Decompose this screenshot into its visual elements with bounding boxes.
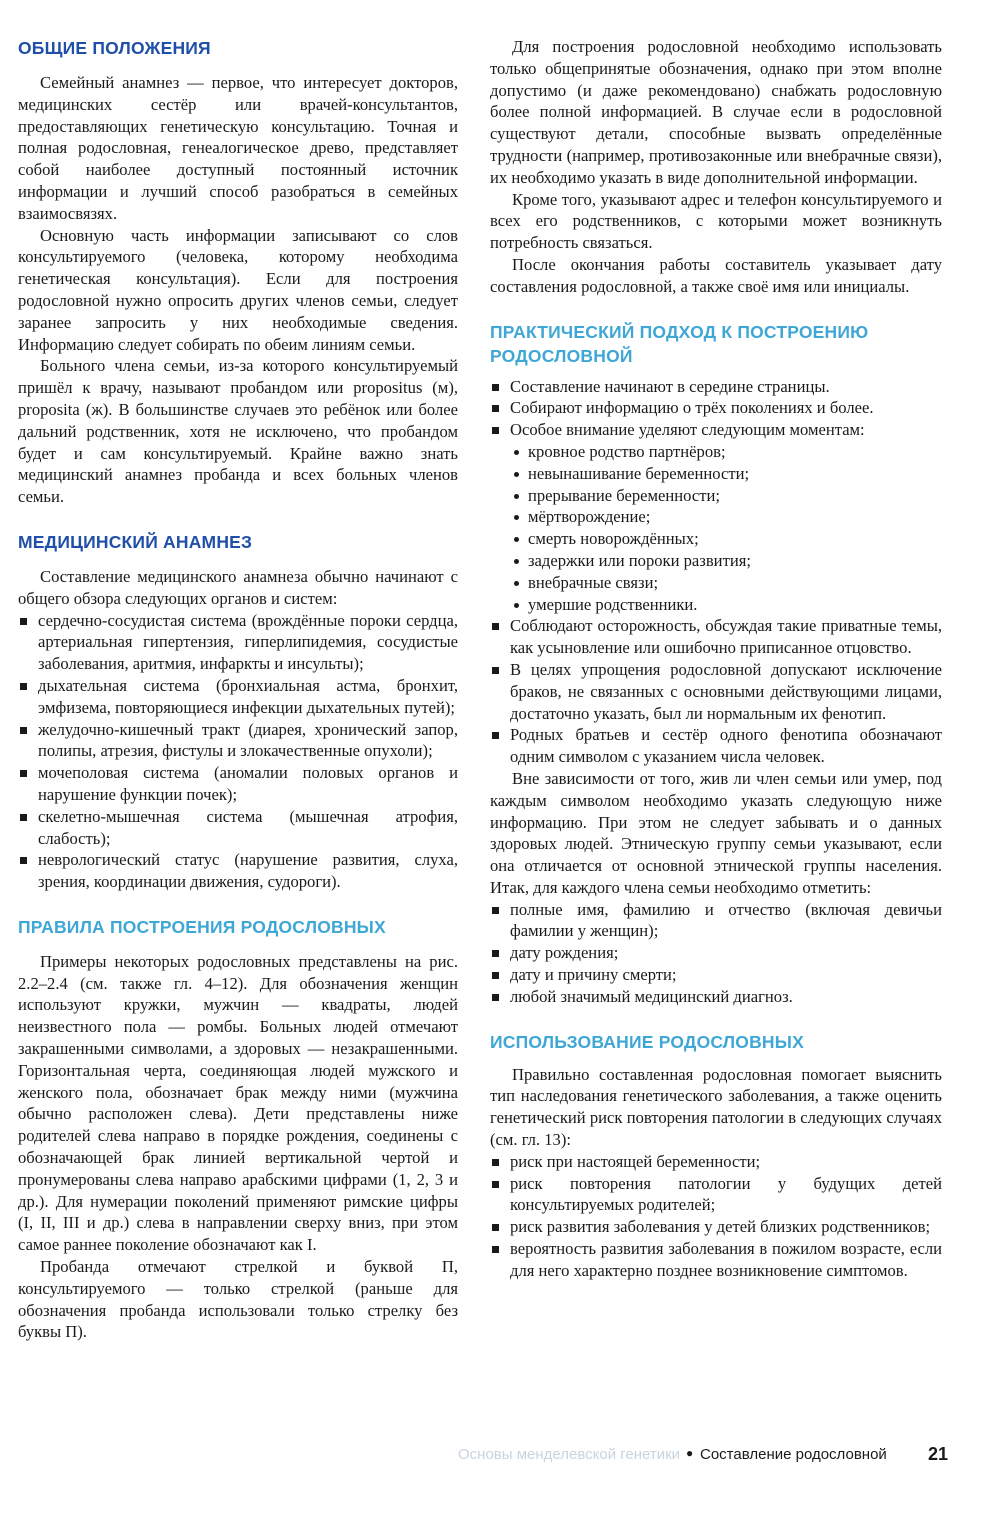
paragraph: Правильно составленная родословная помогает выяснить тип наследования генетического заболевания, а также оценить генетический риск повторения патологии в следующих случаях (см. гл. 13):: [490, 1064, 942, 1150]
sublist-item: кровное родство партнёров;: [510, 441, 942, 463]
list-item: скелетно-мышечная система (мышечная атрофия, слабость);: [18, 806, 458, 850]
sublist-item: внебрачные связи;: [510, 572, 942, 594]
practical-list: [490, 376, 942, 768]
paragraph: Составление медицинского анамнеза обычно начинают с общего обзора следующих органов и систем:: [18, 566, 458, 608]
heading-practical-approach: ПРАКТИЧЕСКИЙ ПОДХОД К ПОСТРОЕНИЮ РОДОСЛОВНОЙ: [490, 321, 869, 366]
section-medical-history: [18, 530, 458, 893]
list-item: риск при настоящей беременности;: [490, 1151, 942, 1173]
list-item: дыхательная система (бронхиальная астма, бронхит, эмфизема, повторяющиеся инфекции дыхательных путей);: [18, 675, 458, 719]
list-item-text: Особое внимание уделяют следующим моментам:: [510, 420, 865, 440]
list-item: неврологический статус (нарушение развития, слуха, зрения, координации движения, судороги).: [18, 849, 458, 893]
footer-bullet-icon: ●: [686, 1446, 694, 1460]
section-pedigree-rules: [18, 915, 458, 1343]
paragraph: Примеры некоторых родословных представлены на рис. 2.2–2.4 (см. также гл. 4–12). Для обозначения женщин используют кружки, мужчин — квадраты, людей неизвестного пола — ромбы. Больных людей отмечают закрашенными символами, а здоровых — незакрашенными. Горизонтальная черта, соединяющая людей мужского и женского пола, обозначает брак между ними (мужчина обычно расположен слева). Дети представлены ниже родителей слева направо в порядке рождения, соединены с обозначающей брак линией вертикальной чертой и пронумерованы слева направо арабскими цифрами (1, 2, 3 и др.). Для нумерации поколений применяют римские цифры (I, II, III и др.) слева в направлении сверху вниз, при этом самое раннее поколение обозначают как I.: [18, 951, 458, 1255]
list-item: дату рождения;: [490, 942, 942, 964]
list-item: Составление начинают в середине страницы.: [490, 376, 942, 398]
paragraph: Кроме того, указывают адрес и телефон консультируемого и всех его родственников, с которыми может возникнуть потребность связаться.: [490, 189, 942, 253]
paragraph: Семейный анамнез — первое, что интересует докторов, медицинских сестёр или врачей-консультантов, предоставляющих генетическую консультацию. Точная и полная родословная, генеалогическое древо, представляет собой наиболее доступный постоянный источник информации и лучший способ разобраться в семейных взаимосвязях.: [18, 73, 458, 223]
list-item: Собирают информацию о трёх поколениях и более.: [490, 397, 942, 419]
paragraph: Больного члена семьи, из-за которого консультируемый пришёл к врачу, называют пробандом или propositus (м), proposita (ж). В большинстве случаев это ребёнок или более дальний родственник, хотя не исключено, что пробандом будет и сам консультируемый. Крайне важно знать медицинский анамнез пробанда и всех больных членов семьи.: [18, 356, 458, 507]
running-chapter-title: Составление родословной: [700, 1446, 887, 1463]
page-footer: [458, 1442, 968, 1468]
organ-systems-list: [18, 610, 458, 893]
list-item: [490, 419, 942, 615]
section-practical-approach: [490, 320, 942, 1008]
page-number: 21: [928, 1444, 949, 1464]
heading-pedigree-rules: ПРАВИЛА ПОСТРОЕНИЯ РОДОСЛОВНЫХ: [18, 916, 386, 937]
running-book-title: Основы менделевской генетики: [458, 1446, 681, 1463]
paragraph: Основную часть информации записывают со слов консультируемого (человека, которому необходима генетическая консультация). Если для построения родословной нужно опросить других членов семьи, следует заранее запросить у них необходимые сведения. Информацию следует собирать по обеим линиям семьи.: [18, 225, 458, 354]
list-item: риск развития заболевания у детей близких родственников;: [490, 1216, 942, 1238]
list-item: сердечно-сосудистая система (врождённые пороки сердца, артериальная гипертензия, гиперлипидемия, сосудистые заболевания, аритмия, инфаркты и инсульты);: [18, 610, 458, 675]
paragraph: Вне зависимости от того, жив ли член семьи или умер, под каждым символом необходимо указать следующую ниже информацию. При этом не следует забывать и о данных здоровых людей. Этническую группу семьи указывают, если она отличается от основной этнической группы населения. Итак, для каждого члена семьи необходимо отметить:: [490, 768, 942, 897]
list-item: риск повторения патологии у будущих детей консультируемых родителей;: [490, 1173, 942, 1217]
right-column: [490, 36, 942, 1282]
paragraph: Для построения родословной необходимо использовать только общепринятые обозначения, однако при этом вполне допустимо (и даже рекомендовано) снабжать родословную более полной информацией. В случае если в родословной существуют детали, способные вызвать определённые трудности (например, противозаконные или внебрачные связи), их необходимо указать в виде дополнительной информации.: [490, 37, 942, 187]
heading-medical-history: МЕДИЦИНСКИЙ АНАМНЕЗ: [18, 531, 253, 552]
section-pedigree-use: [490, 1030, 942, 1282]
sublist-item: мёртворождение;: [510, 506, 942, 528]
left-column: [18, 36, 458, 1343]
list-item: мочеполовая система (аномалии половых органов и нарушение функции почек);: [18, 762, 458, 806]
list-item: желудочно-кишечный тракт (диарея, хронический запор, полипы, атрезия, фистулы и злокачественные опухоли);: [18, 719, 458, 763]
paragraph: После окончания работы составитель указывает дату составления родословной, а также своё имя или инициалы.: [490, 254, 942, 296]
attention-sublist: [490, 441, 942, 615]
member-info-list: [490, 899, 942, 1008]
list-item: любой значимый медицинский диагноз.: [490, 986, 942, 1008]
list-item: дату и причину смерти;: [490, 964, 942, 986]
list-item: полные имя, фамилию и отчество (включая девичьи фамилии у женщин);: [490, 899, 942, 943]
list-item: Соблюдают осторожность, обсуждая такие приватные темы, как усыновление или ошибочно приписанное отцовство.: [490, 615, 942, 659]
sublist-item: смерть новорождённых;: [510, 528, 942, 550]
list-item: Родных братьев и сестёр одного фенотипа обозначают одним символом с указанием числа человек.: [490, 724, 942, 768]
risk-list: [490, 1151, 942, 1282]
sublist-item: невынашивание беременности;: [510, 463, 942, 485]
heading-pedigree-use: ИСПОЛЬЗОВАНИЕ РОДОСЛОВНЫХ: [490, 1031, 804, 1052]
sublist-item: умершие родственники.: [510, 594, 942, 616]
heading-general: ОБЩИЕ ПОЛОЖЕНИЯ: [18, 38, 211, 58]
sublist-item: прерывание беременности;: [510, 485, 942, 507]
sublist-item: задержки или пороки развития;: [510, 550, 942, 572]
list-item: В целях упрощения родословной допускают исключение браков, не связанных с основными действующими лицами, достаточно указать, был ли нормальным их фенотип.: [490, 659, 942, 724]
paragraph: Пробанда отмечают стрелкой и буквой П, консультируемого — только стрелкой (раньше для обозначения пробанда использовали только стрелку без буквы П).: [18, 1257, 458, 1342]
list-item: вероятность развития заболевания в пожилом возрасте, если для него характерно позднее возникновение симптомов.: [490, 1238, 942, 1282]
